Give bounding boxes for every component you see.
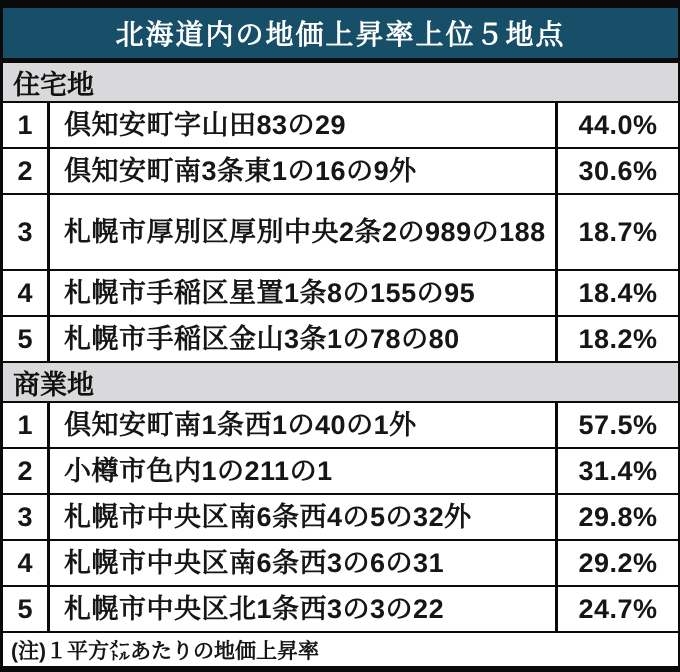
table-row bbox=[3, 315, 678, 361]
table-row bbox=[3, 147, 678, 193]
address-cell: 札幌市手稲区星置1条8の155の95 bbox=[64, 277, 476, 308]
section-label: 住宅地 bbox=[13, 69, 94, 100]
ranking-table bbox=[3, 63, 678, 666]
title-bar bbox=[3, 8, 678, 58]
page-title: 北海道内の地価上昇率上位５地点 bbox=[115, 19, 566, 50]
rate-cell: 18.4% bbox=[555, 271, 678, 315]
section-header-commercial bbox=[3, 361, 678, 401]
table-row bbox=[3, 585, 678, 631]
rank-cell: 2 bbox=[3, 149, 50, 193]
rate-cell: 57.5% bbox=[555, 403, 678, 447]
rate-cell: 31.4% bbox=[555, 449, 678, 493]
rate-cell: 29.8% bbox=[555, 495, 678, 539]
rank-cell: 5 bbox=[3, 587, 50, 631]
rank-cell: 1 bbox=[3, 103, 50, 147]
rate-cell: 29.2% bbox=[555, 541, 678, 585]
table-row bbox=[3, 401, 678, 447]
footnote-text: (注)１平方㍍あたりの地価上昇率 bbox=[11, 639, 319, 663]
rate-cell: 24.7% bbox=[555, 587, 678, 631]
table-row bbox=[3, 269, 678, 315]
address-cell: 倶知安町南1条西1の40の1外 bbox=[64, 409, 417, 440]
rate-cell: 44.0% bbox=[555, 103, 678, 147]
rank-cell: 5 bbox=[3, 317, 50, 361]
rank-cell: 4 bbox=[3, 271, 50, 315]
rate-cell: 18.7% bbox=[555, 195, 678, 269]
rate-cell: 18.2% bbox=[555, 317, 678, 361]
table-row bbox=[3, 447, 678, 493]
section-label: 商業地 bbox=[13, 369, 94, 400]
table-row bbox=[3, 101, 678, 147]
section-header-residential bbox=[3, 63, 678, 101]
rate-cell: 30.6% bbox=[555, 149, 678, 193]
rank-cell: 4 bbox=[3, 541, 50, 585]
address-cell: 倶知安町字山田83の29 bbox=[64, 109, 347, 140]
rank-cell: 3 bbox=[3, 495, 50, 539]
table-row bbox=[3, 539, 678, 585]
address-cell: 小樽市色内1の211の1 bbox=[64, 455, 333, 486]
address-cell: 倶知安町南3条東1の16の9外 bbox=[64, 155, 417, 186]
rank-cell: 3 bbox=[3, 195, 50, 269]
footnote bbox=[3, 631, 678, 666]
address-cell: 札幌市厚別区厚別中央2条2の989の188 bbox=[64, 216, 546, 247]
address-cell: 札幌市中央区北1条西3の3の22 bbox=[64, 593, 445, 624]
address-cell: 札幌市中央区南6条西3の6の31 bbox=[64, 547, 445, 578]
table-row bbox=[3, 193, 678, 269]
rank-cell: 2 bbox=[3, 449, 50, 493]
address-cell: 札幌市中央区南6条西4の5の32外 bbox=[64, 501, 472, 532]
table-row bbox=[3, 493, 678, 539]
address-cell: 札幌市手稲区金山3条1の78の80 bbox=[64, 323, 460, 354]
rank-cell: 1 bbox=[3, 403, 50, 447]
